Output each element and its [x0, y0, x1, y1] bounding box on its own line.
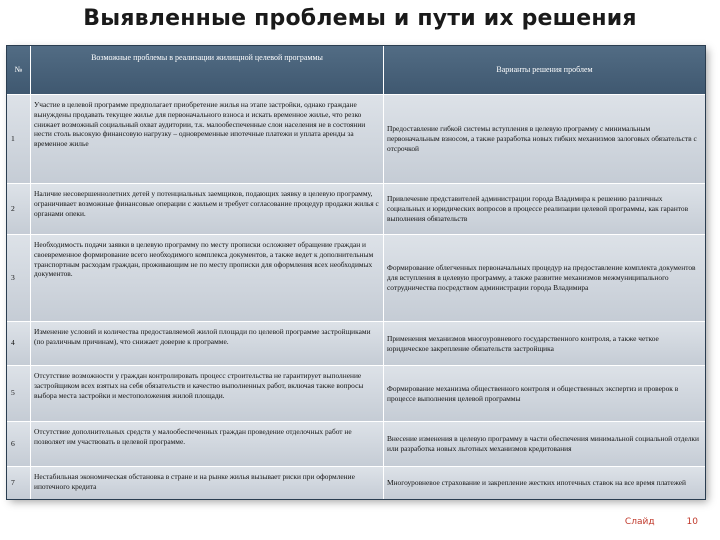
table-row [7, 235, 705, 322]
row-num: 5 [7, 366, 31, 421]
slide-footer [625, 517, 698, 527]
table-row [7, 422, 705, 467]
row-problem: Отсутствие возможности у граждан контролировать процесс строительства не гарантирует выполнение застройщиком всех взятых на себя обязательств и качество выполненных работ, включая также вопросы выбора места застройки и местоположения жилой площади. [31, 366, 384, 421]
slide-label: Слайд [624, 517, 655, 527]
table-header-row [7, 46, 705, 95]
row-solution: Многоуровневое страхование и закрепление жестких ипотечных ставок на все время платежей [384, 467, 705, 499]
slide-number: 10 [686, 517, 698, 527]
row-solution: Формирование облегченных первоначальных процедур на предоставление комплекта документов для вступления в целевую программу, а также развитие механизмов межмуниципального сотрудничества посредством администрации города Владимира [384, 235, 705, 321]
table-row [7, 322, 705, 366]
row-problem: Участие в целевой программе предполагает приобретение жилья на этапе застройки, однако граждане вынуждены продавать текущее жилье для первоначального взноса и искать временное жилье, что резко снижает возможный социальный охват аудитории, т.к. малообеспеченные слои населения не в состоянии нести столь высокую финансовую нагрузку – одновременные ипотечные платежи и уплата аренды за временное жилье [31, 95, 384, 183]
row-solution: Внесение изменения в целевую программу в части обеспечения минимальной социальной отделки или разработка новых льготных механизмов кредитования [384, 422, 705, 466]
slide-title: Выявленные проблемы и пути их решения [83, 6, 637, 31]
row-num: 4 [7, 322, 31, 365]
row-problem: Наличие несовершеннолетних детей у потенциальных заемщиков, подающих заявку в целевую программу, ограничивает возможные финансовые операции с жильем и требует согласование процедур продажи жилья с органами опеки. [31, 184, 384, 234]
row-num: 7 [7, 467, 31, 499]
table-row [7, 366, 705, 422]
row-problem: Отсутствие дополнительных средств у малообеспеченных граждан проведение отделочных работ не позволяет им участвовать в целевой программе. [31, 422, 384, 466]
row-problem: Необходимость подачи заявки в целевую программу по месту прописки осложняет обращение граждан и своевременное формирование всего необходимого комплекса документов, а также ведет к дополнительным транспортным расходам граждан, проживающим не по месту прописки для оформления всех необходимых документов. [31, 235, 384, 321]
row-problem: Нестабильная экономическая обстановка в стране и на рынке жилья вызывает риски при оформление ипотечного кредита [31, 467, 384, 499]
row-problem: Изменение условий и количества предоставляемой жилой площади по целевой программе застройщиками (по различным причинам), что снижает доверие к программе. [31, 322, 384, 365]
row-solution: Предоставление гибкой системы вступления в целевую программу с минимальным первоначальным взносом, а также разработка новых гибких механизмов залоговых обязательств с отсрочкой [384, 95, 705, 183]
row-num: 2 [7, 184, 31, 234]
row-num: 3 [7, 235, 31, 321]
row-solution: Привлечение представителей администрации города Владимира к решению различных социальных и юридических вопросов в процессе реализации целевой программы, как гарантов выполнения обязательств [384, 184, 705, 234]
table-row [7, 95, 705, 184]
header-problems: Возможные проблемы в реализации жилищной целевой программы [31, 46, 384, 94]
header-solutions: Варианты решения проблем [384, 46, 705, 94]
problems-table [7, 46, 705, 499]
row-solution: Формирование механизма общественного контроля и общественных экспертиз и проверок в процессе выполнения целевой программы [384, 366, 705, 421]
row-num: 1 [7, 95, 31, 183]
header-num: № [7, 46, 31, 94]
table-row [7, 184, 705, 235]
table-row [7, 467, 705, 499]
row-num: 6 [7, 422, 31, 466]
row-solution: Применения механизмов многоуровневого государственного контроля, а также четкое юридическое закрепление обязательств застройщика [384, 322, 705, 365]
